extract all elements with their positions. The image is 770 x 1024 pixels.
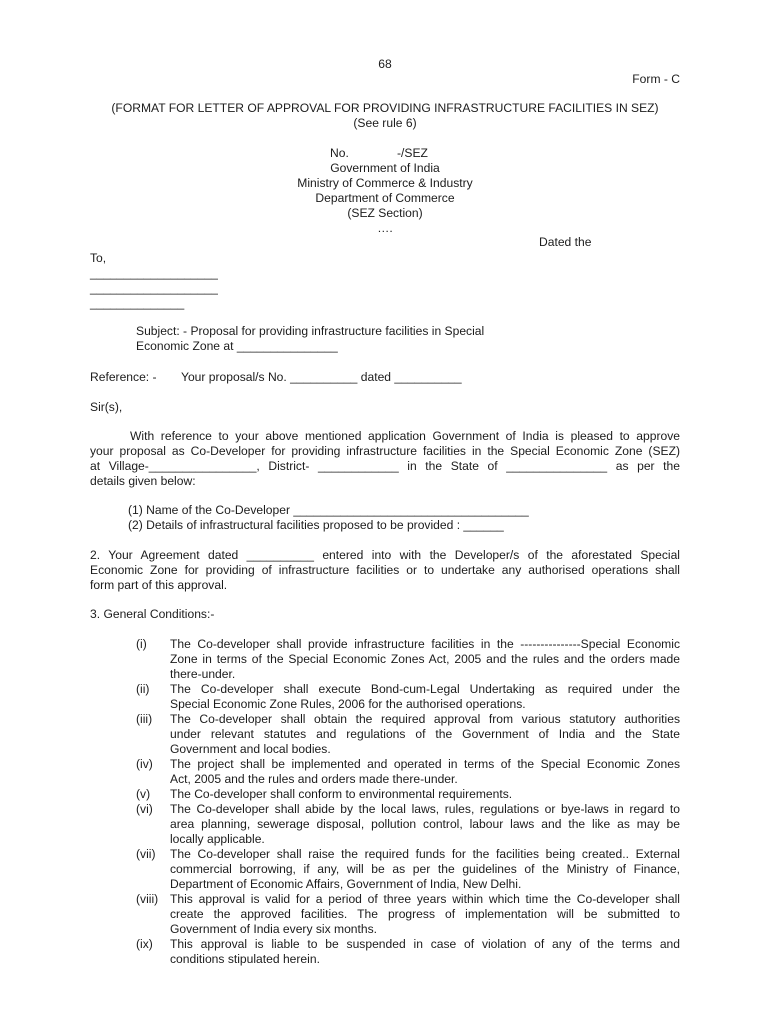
addressee-line: ______________: [90, 296, 185, 310]
subject-line-1: Subject: - Proposal for providing infrastructure facilities in Special: [136, 324, 485, 338]
condition-line: conditions stipulated herein.: [170, 952, 320, 966]
see-rule: (See rule 6): [353, 116, 417, 130]
condition-number: (ix): [136, 937, 153, 951]
condition-line: commercial borrowing, if any, will be as per the guidelines of the Ministry of Finance,: [170, 862, 680, 876]
government-line: Government of India: [330, 161, 440, 175]
condition-line: The Co-developer shall obtain the required approval from various statutory authorities: [170, 712, 680, 726]
condition-line: Government of India every six months.: [170, 922, 378, 936]
form-label: Form - C: [632, 72, 680, 86]
reference-number-suffix: -/SEZ: [397, 146, 428, 160]
condition-number: (iv): [136, 757, 153, 771]
condition-number: (vi): [136, 802, 153, 816]
condition-line: create the approved facilities. The progress of implementation will be submitted to: [170, 907, 680, 921]
condition-line: area planning, sewerage disposal, pollution control, labour laws and the like as may be: [170, 817, 680, 831]
condition-line: under relevant statutes and regulations of the Government of India and the State: [170, 727, 680, 741]
condition-line: there-under.: [170, 667, 236, 681]
condition-line: Zone in terms of the Special Economic Zones Act, 2005 and the rules and the orders made: [170, 652, 680, 666]
detail-item-facilities: (2) Details of infrastructural facilities proposed to be provided : ______: [128, 518, 504, 532]
condition-line: Special Economic Zone Rules, 2006 for the authorised operations.: [170, 697, 526, 711]
general-conditions-heading: 3. General Conditions:-: [90, 607, 215, 621]
paragraph-1-line: at Village-________________, District- ____________ in the State of _______________ as per the: [90, 459, 680, 473]
condition-line: The Co-developer shall abide by the local laws, rules, regulations or bye-laws in regard to: [170, 802, 680, 816]
condition-line: This approval is liable to be suspended in case of violation of any of the terms and: [170, 937, 680, 951]
subject-line-2: Economic Zone at _______________: [136, 339, 338, 353]
condition-line: The Co-developer shall conform to environmental requirements.: [170, 787, 513, 801]
ellipsis-line: ….: [377, 221, 393, 235]
condition-line: The Co-developer shall execute Bond-cum-Legal Undertaking as required under the: [170, 682, 680, 696]
paragraph-1-line: your proposal as Co-Developer for providing infrastructure facilities in the Special Economic Zone (SEZ): [90, 444, 680, 458]
condition-line: The Co-developer shall raise the required funds for the facilities being created.. External: [170, 847, 680, 861]
condition-number: (v): [136, 787, 151, 801]
paragraph-2-line: 2. Your Agreement dated __________ entered into with the Developer/s of the aforestated Special: [90, 548, 680, 562]
condition-number: (iii): [136, 712, 153, 726]
condition-line: Government and local bodies.: [170, 742, 331, 756]
condition-line: The Co-developer shall provide infrastructure facilities in the ---------------Special Economic: [170, 637, 680, 651]
addressee-line: ___________________: [90, 281, 218, 295]
condition-line: Act, 2005 and the rules and orders made there-under.: [170, 772, 458, 786]
paragraph-1-line: With reference to your above mentioned application Government of India is pleased to approve: [130, 429, 680, 443]
reference-text: Your proposal/s No. __________ dated __________: [181, 370, 462, 384]
addressee-line: ___________________: [90, 266, 218, 280]
condition-number: (viii): [136, 892, 159, 906]
ministry-line: Ministry of Commerce & Industry: [297, 176, 473, 190]
condition-line: Department of Economic Affairs, Government of India, New Delhi.: [170, 877, 522, 891]
document-title: (FORMAT FOR LETTER OF APPROVAL FOR PROVIDING INFRASTRUCTURE FACILITIES IN SEZ): [111, 101, 659, 115]
dated-label: Dated the: [539, 235, 592, 249]
condition-number: (vii): [136, 847, 156, 861]
department-line: Department of Commerce: [315, 191, 455, 205]
to-label: To,: [90, 251, 107, 265]
page-number: 68: [378, 57, 392, 71]
salutation: Sir(s),: [90, 400, 123, 414]
condition-number: (i): [136, 637, 147, 651]
condition-line: The project shall be implemented and operated in terms of the Special Economic Zones: [170, 757, 680, 771]
reference-label: Reference: -: [90, 370, 157, 384]
paragraph-1-line: details given below:: [90, 474, 196, 488]
detail-item-co-developer-name: (1) Name of the Co-Developer ___________________________________: [128, 503, 529, 517]
section-line: (SEZ Section): [347, 206, 423, 220]
condition-line: This approval is valid for a period of three years within which time the Co-developer shall: [170, 892, 680, 906]
condition-number: (ii): [136, 682, 150, 696]
paragraph-2-line: Economic Zone for providing of infrastructure facilities or to undertake any authorised operations shall: [90, 563, 680, 577]
condition-line: locally applicable.: [170, 832, 265, 846]
paragraph-2-line: form part of this approval.: [90, 578, 228, 592]
reference-number-prefix: No.: [330, 146, 349, 160]
